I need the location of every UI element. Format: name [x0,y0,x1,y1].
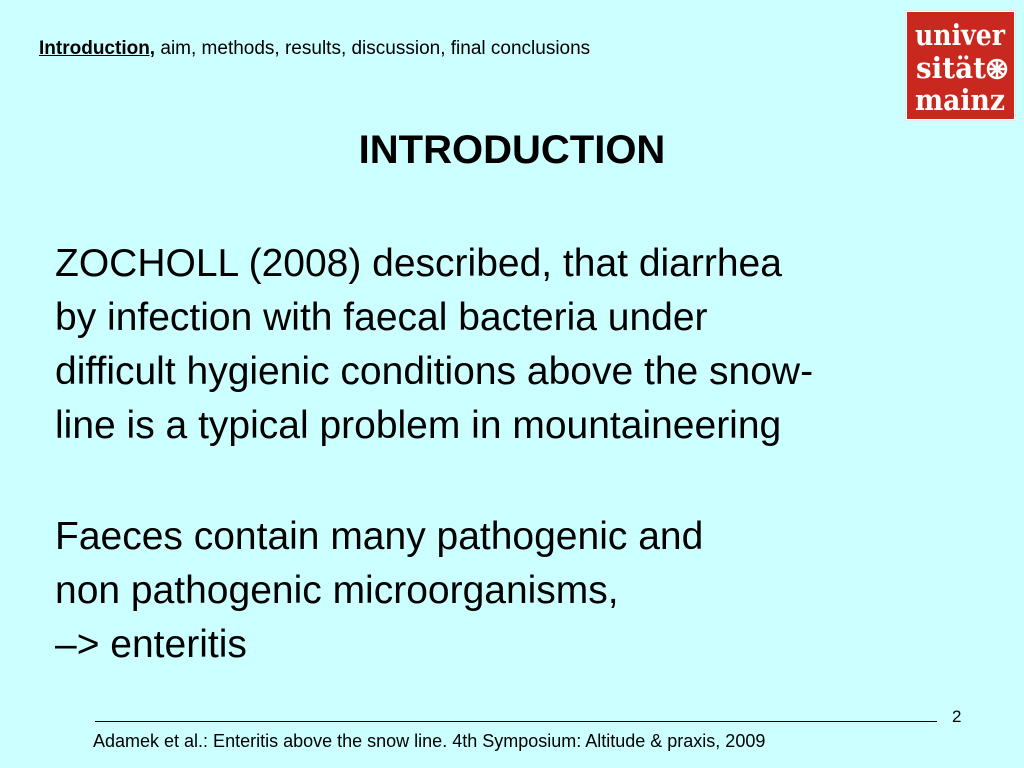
footer-citation: Adamek et al.: Enteritis above the snow line. 4th Symposium: Altitude & praxis, 2009 [93,731,766,751]
university-of-mainz-logo [906,11,1015,120]
footer-divider [95,721,937,722]
paragraph-line: Faeces contain many pathogenic and [55,515,704,558]
section-navigation [39,38,590,60]
logo-line-1: univer [915,18,1006,52]
logo-line-3: mainz [915,83,1005,117]
paragraph-line: line is a typical problem in mountaineering [55,404,782,447]
nav-other-sections: aim, methods, results, discussion, final conclusions [155,38,591,59]
nav-current-section: Introduction, [39,38,156,59]
paragraph-faeces [55,510,703,672]
paragraph-line: difficult hygienic conditions above the snow- [55,350,814,393]
paragraph-zocholl [55,237,813,453]
wheel-emblem-icon [988,60,1006,78]
page-number: 2 [952,707,962,726]
paragraph-line: –> enteritis [55,623,247,666]
logo-line-2: sität [916,51,987,85]
paragraph-line: ZOCHOLL (2008) described, that diarrhea [55,242,782,285]
slide-title: INTRODUCTION [358,128,666,172]
paragraph-line: by infection with faecal bacteria under [55,296,708,339]
paragraph-line: non pathogenic microorganisms, [55,569,619,612]
logo-lettering-icon [907,12,1014,119]
